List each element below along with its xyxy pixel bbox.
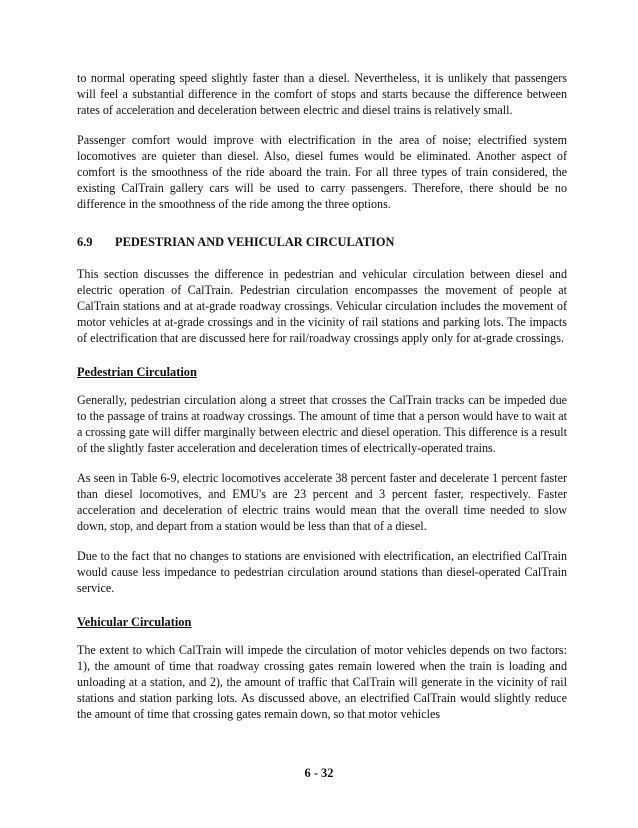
pedestrian-paragraph-2: As seen in Table 6-9, electric locomotives accelerate 38 percent faster and decelerate 1 percent faster than diesel locomotives, and EMU's are 23 percent and 3 percent faster, respectively. Faster acceleration and deceleration of electric trains would mean that the overall time needed to slow down, stop, and depart from a station would be less than that of a diesel. [77,471,567,533]
document-page [77,70,567,722]
pedestrian-paragraph-1: Generally, pedestrian circulation along a street that crosses the CalTrain tracks can be impeded due to the passage of trains at roadway crossings. The amount of time that a person would have to wait at a crossing gate will differ marginally between electric and diesel operation. This difference is a result of the slightly faster acceleration and deceleration times of electrically-operated trains. [77,393,567,455]
pedestrian-circulation-heading: Pedestrian Circulation [77,365,197,379]
paragraph-intro-continuation: to normal operating speed slightly faster than a diesel. Nevertheless, it is unlikely that passengers will feel a substantial difference in the comfort of stops and starts because the difference between rates of acceleration and deceleration between electric and diesel trains is relatively small. [77,71,567,117]
vehicular-circulation-heading: Vehicular Circulation [77,615,192,629]
section-intro-paragraph: This section discusses the difference in pedestrian and vehicular circulation between diesel and electric operation of CalTrain. Pedestrian circulation encompasses the movement of people at CalTrain stations and at at-grade roadway crossings. Vehicular circulation includes the movement of motor vehicles at at-grade crossings and in the vicinity of rail stations and parking lots. The impacts of electrification that are discussed here for rail/roadway crossings apply only for at-grade crossings. [77,267,567,345]
paragraph-passenger-comfort: Passenger comfort would improve with electrification in the area of noise; electrified system locomotives are quieter than diesel. Also, diesel fumes would be eliminated. Another aspect of comfort is the smoothness of the ride aboard the train. For all three types of train considered, the existing CalTrain gallery cars will be used to carry passengers. Therefore, there should be no difference in the smoothness of the ride among the three options. [77,133,567,211]
section-number: 6.9 [77,235,93,249]
section-heading [77,234,567,250]
page-number: 6 - 32 [304,766,334,780]
vehicular-paragraph-1: The extent to which CalTrain will impede the circulation of motor vehicles depends on two factors: 1), the amount of time that roadway crossing gates remain lowered when the train is loading and unloading at a station, and 2), the amount of traffic that CalTrain will generate in the vicinity of rail stations and station parking lots. As discussed above, an electrified CalTrain would slightly reduce the amount of time that crossing gates remain down, so that motor vehicles [77,643,567,721]
section-title: PEDESTRIAN AND VEHICULAR CIRCULATION [115,235,395,249]
pedestrian-paragraph-3: Due to the fact that no changes to stations are envisioned with electrification, an electrified CalTrain would cause less impedance to pedestrian circulation around stations than diesel-operated CalTrain service. [77,549,567,595]
